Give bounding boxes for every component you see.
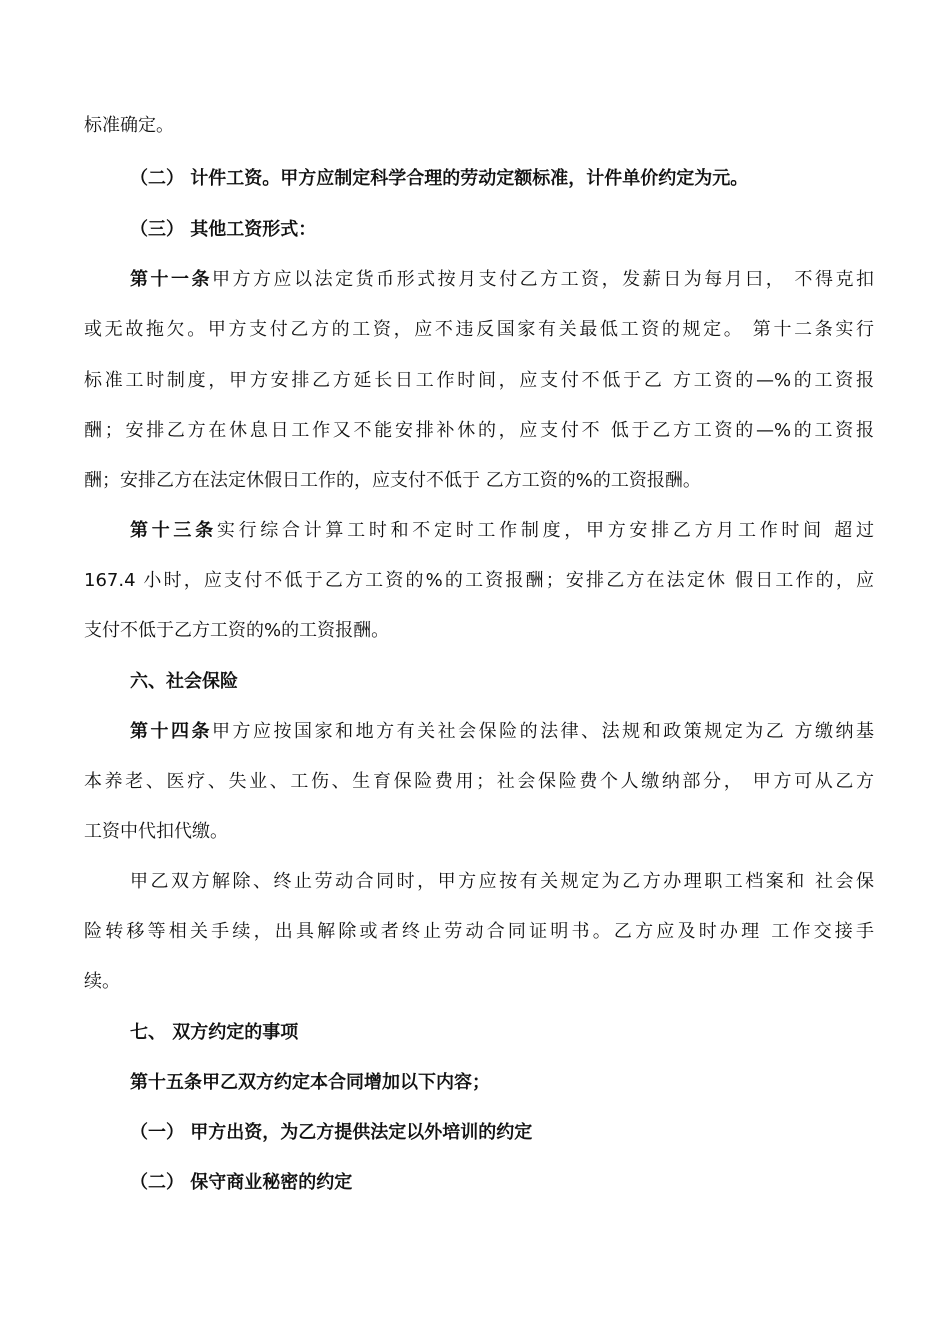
article-14-label: 第十四条 [130, 721, 213, 742]
paragraph-line: 续。 [84, 971, 120, 992]
article-15-line: 第十五条甲乙双方约定本合同增加以下内容； [130, 1072, 490, 1093]
paragraph-line: 支付不低于乙方工资的%的工资报酬。 [84, 620, 390, 641]
paragraph-line: 甲乙双方解除、终止劳动合同时，甲方应按有关规定为乙方办理职工档案和 社会保 [130, 871, 874, 892]
article-11-line [130, 268, 874, 292]
item-training: （一） 甲方出资，为乙方提供法定以外培训的约定 [130, 1122, 533, 1143]
section-heading-social-insurance: 六、社会保险 [130, 671, 238, 692]
section-heading-agreed-items: 七、 双方约定的事项 [130, 1022, 299, 1043]
article-13-label: 第十三条 [130, 520, 217, 541]
article-13-text: 实行综合计算工时和不定时工作制度，甲方安排乙方月工作时间 超过 [216, 520, 874, 541]
paragraph-line: 167.4 小时，应支付不低于乙方工资的%的工资报酬；安排乙方在法定休 假日工作的，应 [84, 570, 874, 591]
paragraph-line: 本养老、医疗、失业、工伤、生育保险费用；社会保险费个人缴纳部分， 甲方可从乙方 [84, 771, 874, 792]
paragraph-line: 或无故拖欠。甲方支付乙方的工资，应不违反国家有关最低工资的规定。 第十二条实行 [84, 319, 874, 340]
article-14-line [130, 720, 874, 744]
paragraph-line: 酬；安排乙方在休息日工作又不能安排补休的，应支付不 低于乙方工资的—%的工资报 [84, 420, 874, 441]
article-11-text: 甲方方应以法定货币形式按月支付乙方工资，发薪日为每月曰， 不得克扣 [212, 269, 874, 290]
article-14-text: 甲方应按国家和地方有关社会保险的法律、法规和政策规定为乙 方缴纳基 [212, 721, 874, 742]
paragraph-line: 险转移等相关手续，出具解除或者终止劳动合同证明书。乙方应及时办理 工作交接手 [84, 921, 874, 942]
paragraph-line: 标准确定。 [84, 115, 174, 136]
heading-other-wage: （三） 其他工资形式： [130, 219, 317, 240]
paragraph-line: 酬；安排乙方在法定休假日工作的，应支付不低于 乙方工资的%的工资报酬。 [84, 470, 701, 491]
paragraph-line: 工资中代扣代缴。 [84, 821, 228, 842]
article-13-line [130, 519, 874, 543]
paragraph-line: 标准工时制度，甲方安排乙方延长日工作时间，应支付不低于乙 方工资的—%的工资报 [84, 370, 874, 391]
article-11-label: 第十一条 [130, 269, 213, 290]
item-trade-secrets: （二） 保守商业秘密的约定 [130, 1172, 353, 1193]
heading-piece-wage: （二） 计件工资。甲方应制定科学合理的劳动定额标准，计件单价约定为元。 [130, 168, 749, 189]
